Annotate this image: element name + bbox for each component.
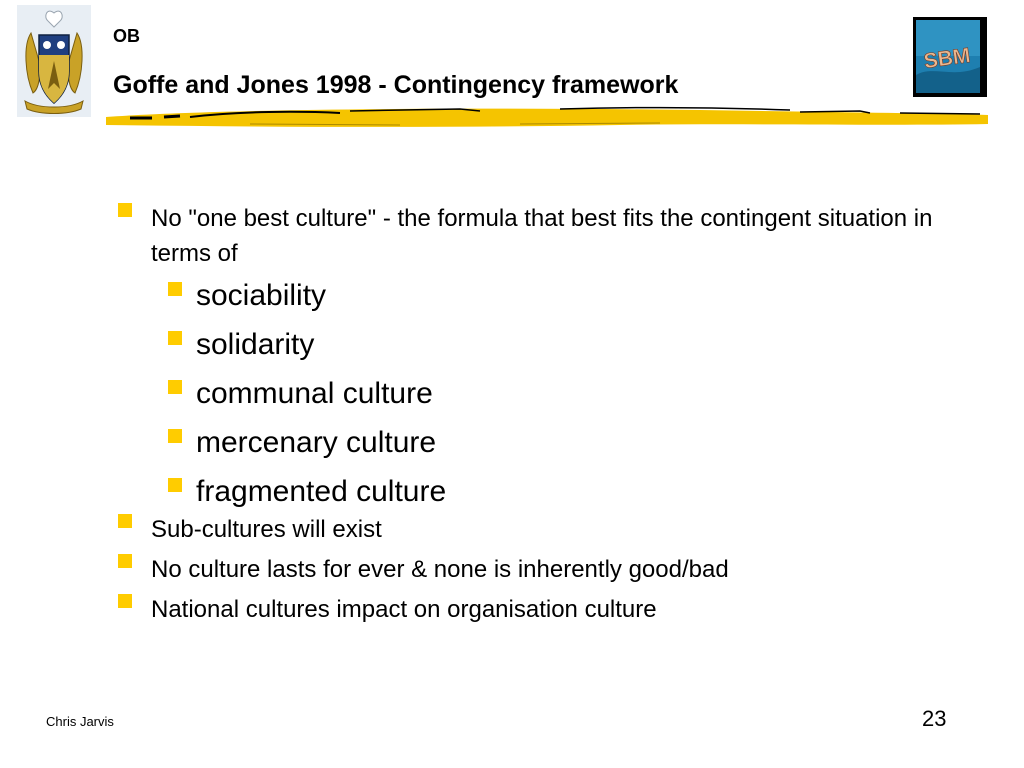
sub-bullet-text: mercenary culture: [196, 426, 437, 459]
sub-bullet-item: [118, 325, 978, 365]
square-bullet-icon: [168, 429, 182, 443]
square-bullet-icon: [168, 380, 182, 394]
square-bullet-icon: [118, 594, 132, 608]
sbm-logo-text: SBM: [922, 43, 972, 74]
bullet-item: [118, 592, 978, 627]
slide-title: Goffe and Jones 1998 - Contingency framework: [113, 71, 679, 99]
bullet-text: No "one best culture" - the formula that best fits the contingent situation in terms of: [151, 205, 933, 267]
square-bullet-icon: [168, 478, 182, 492]
sub-bullet-item: [118, 472, 978, 512]
footer-author: Chris Jarvis: [46, 714, 114, 729]
sub-bullet-item: [118, 374, 978, 414]
square-bullet-icon: [118, 514, 132, 528]
bullet-item: [118, 201, 978, 271]
square-bullet-icon: [168, 282, 182, 296]
sub-bullet-text: solidarity: [196, 328, 315, 361]
page-number: 23: [922, 706, 947, 731]
bullet-text: National cultures impact on organisation culture: [151, 596, 657, 623]
sub-bullet-text: communal culture: [196, 377, 433, 410]
bullet-text: No culture lasts for ever & none is inherently good/bad: [151, 556, 729, 583]
sub-bullet-text: sociability: [196, 279, 327, 312]
square-bullet-icon: [118, 554, 132, 568]
title-divider: [100, 101, 992, 131]
university-crest-icon: [17, 5, 91, 117]
bullet-text: Sub-cultures will exist: [151, 516, 382, 543]
slide-body: [118, 201, 978, 632]
bullet-item: [118, 552, 978, 587]
bullet-item: [118, 512, 978, 547]
header-subject: OB: [113, 26, 140, 46]
square-bullet-icon: [118, 203, 132, 217]
square-bullet-icon: [168, 331, 182, 345]
sub-bullet-item: [118, 276, 978, 316]
sbm-logo: [913, 17, 987, 97]
sub-bullet-text: fragmented culture: [196, 475, 447, 508]
sub-bullet-item: [118, 423, 978, 463]
